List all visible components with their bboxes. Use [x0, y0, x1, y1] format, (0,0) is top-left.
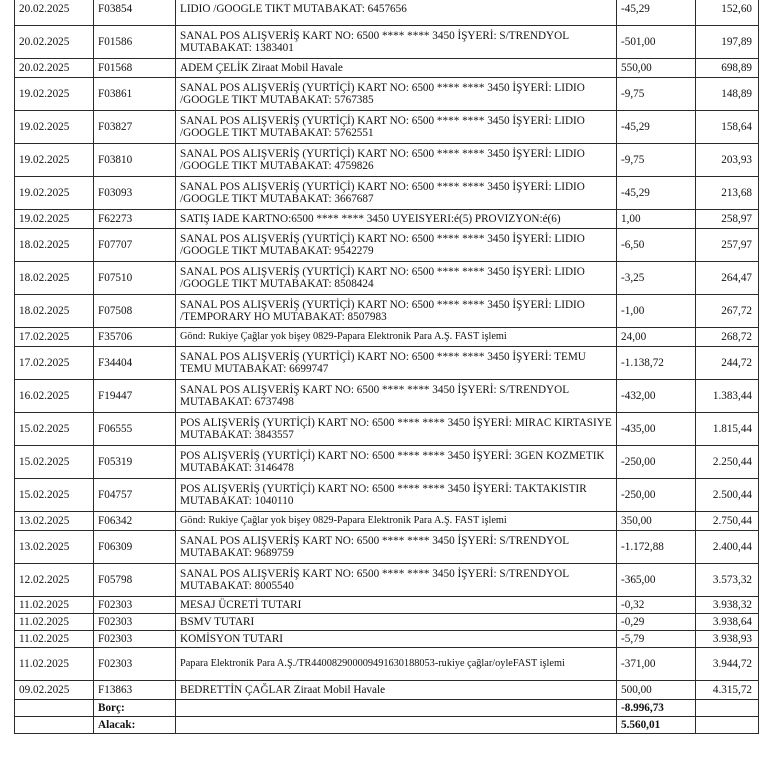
cell-amount: -501,00: [617, 26, 696, 59]
cell-code: F02303: [94, 597, 176, 614]
table-row: [15, 177, 759, 210]
cell-amount: -45,29: [617, 177, 696, 210]
cell-balance: 267,72: [696, 295, 759, 328]
credit-total-row: [15, 717, 759, 734]
cell-description: SANAL POS ALIŞVERİŞ (YURTİÇİ) KART NO: 6500 **** **** 3450 İŞYERİ: LIDIO /GOOGLE TIKT MUTABAKAT: 5767385: [176, 78, 617, 111]
cell-date: 13.02.2025: [15, 512, 94, 531]
cell-code: F07508: [94, 295, 176, 328]
cell-code: F01568: [94, 59, 176, 78]
cell-description: Gönd: Rukiye Çağlar yok bişey 0829-Papara Elektronik Para A.Ş. FAST işlemi: [176, 328, 617, 347]
cell-date: 13.02.2025: [15, 531, 94, 564]
cell-amount: -435,00: [617, 413, 696, 446]
cell-balance: 2.750,44: [696, 512, 759, 531]
cell-date: 15.02.2025: [15, 479, 94, 512]
cell-description: SANAL POS ALIŞVERİŞ (YURTİÇİ) KART NO: 6500 **** **** 3450 İŞYERİ: TEMU TEMU MUTABAKAT: 6699747: [176, 347, 617, 380]
table-row: [15, 59, 759, 78]
cell-date: 19.02.2025: [15, 144, 94, 177]
cell-empty: [696, 717, 759, 734]
cell-amount: -45,29: [617, 111, 696, 144]
table-row: [15, 0, 759, 26]
cell-description: SANAL POS ALIŞVERİŞ (YURTİÇİ) KART NO: 6500 **** **** 3450 İŞYERİ: LIDIO /GOOGLE TIKT MUTABAKAT: 4759826: [176, 144, 617, 177]
cell-amount: -0,29: [617, 614, 696, 631]
cell-balance: 257,97: [696, 229, 759, 262]
table-row: [15, 210, 759, 229]
cell-description: SANAL POS ALIŞVERİŞ KART NO: 6500 **** **** 3450 İŞYERİ: S/TRENDYOL MUTABAKAT: 6737498: [176, 380, 617, 413]
cell-description: SANAL POS ALIŞVERİŞ (YURTİÇİ) KART NO: 6500 **** **** 3450 İŞYERİ: LIDIO /GOOGLE TIKT MUTABAKAT: 3667687: [176, 177, 617, 210]
cell-date: 19.02.2025: [15, 177, 94, 210]
cell-description: ADEM ÇELİK Ziraat Mobil Havale: [176, 59, 617, 78]
cell-amount: 24,00: [617, 328, 696, 347]
cell-empty: [15, 700, 94, 717]
cell-amount: -9,75: [617, 144, 696, 177]
cell-balance: 2.400,44: [696, 531, 759, 564]
cell-date: 15.02.2025: [15, 413, 94, 446]
cell-code: F03861: [94, 78, 176, 111]
table-row: [15, 597, 759, 614]
cell-description: POS ALIŞVERİŞ (YURTİÇİ) KART NO: 6500 **** **** 3450 İŞYERİ: 3GEN KOZMETIK MUTABAKAT: 3146478: [176, 446, 617, 479]
table-row: [15, 26, 759, 59]
debit-total-label: Borç:: [94, 700, 176, 717]
cell-balance: 213,68: [696, 177, 759, 210]
cell-amount: 1,00: [617, 210, 696, 229]
cell-date: 18.02.2025: [15, 229, 94, 262]
cell-description: LIDIO /GOOGLE TIKT MUTABAKAT: 6457656: [176, 0, 617, 26]
cell-description: SANAL POS ALIŞVERİŞ (YURTİÇİ) KART NO: 6500 **** **** 3450 İŞYERİ: LIDIO /GOOGLE TIKT MUTABAKAT: 8508424: [176, 262, 617, 295]
cell-description: POS ALIŞVERİŞ (YURTİÇİ) KART NO: 6500 **** **** 3450 İŞYERİ: TAKTAKISTIR MUTABAKAT: 1040110: [176, 479, 617, 512]
table-row: [15, 531, 759, 564]
cell-empty: [176, 700, 617, 717]
cell-code: F03093: [94, 177, 176, 210]
cell-amount: -365,00: [617, 564, 696, 597]
cell-amount: -432,00: [617, 380, 696, 413]
table-row: [15, 380, 759, 413]
table-row: [15, 648, 759, 681]
cell-date: 12.02.2025: [15, 564, 94, 597]
cell-date: 11.02.2025: [15, 648, 94, 681]
cell-balance: 244,72: [696, 347, 759, 380]
cell-amount: -6,50: [617, 229, 696, 262]
table-row: [15, 614, 759, 631]
cell-date: 19.02.2025: [15, 210, 94, 229]
cell-amount: -1,00: [617, 295, 696, 328]
cell-description: SANAL POS ALIŞVERİŞ (YURTİÇİ) KART NO: 6500 **** **** 3450 İŞYERİ: LIDIO /GOOGLE TIKT MUTABAKAT: 9542279: [176, 229, 617, 262]
table-row: [15, 78, 759, 111]
cell-description: KOMİSYON TUTARI: [176, 631, 617, 648]
table-row: [15, 564, 759, 597]
cell-balance: 1.383,44: [696, 380, 759, 413]
cell-description: MESAJ ÜCRETİ TUTARI: [176, 597, 617, 614]
table-row: [15, 479, 759, 512]
cell-amount: 550,00: [617, 59, 696, 78]
cell-date: 18.02.2025: [15, 295, 94, 328]
cell-code: F02303: [94, 614, 176, 631]
cell-code: F34404: [94, 347, 176, 380]
transactions-body: [15, 0, 759, 734]
cell-amount: -0,32: [617, 597, 696, 614]
cell-code: F06342: [94, 512, 176, 531]
table-row: [15, 681, 759, 700]
cell-description: SANAL POS ALIŞVERİŞ KART NO: 6500 **** **** 3450 İŞYERİ: S/TRENDYOL MUTABAKAT: 8005540: [176, 564, 617, 597]
statement-sheet: [14, 0, 752, 734]
cell-code: F03854: [94, 0, 176, 26]
cell-date: 16.02.2025: [15, 380, 94, 413]
table-row: [15, 512, 759, 531]
cell-code: F05798: [94, 564, 176, 597]
cell-balance: 3.573,32: [696, 564, 759, 597]
cell-code: F06555: [94, 413, 176, 446]
cell-amount: -45,29: [617, 0, 696, 26]
cell-date: 17.02.2025: [15, 347, 94, 380]
cell-code: F06309: [94, 531, 176, 564]
transactions-table: [14, 0, 759, 734]
cell-code: F35706: [94, 328, 176, 347]
table-row: [15, 144, 759, 177]
cell-amount: -9,75: [617, 78, 696, 111]
table-row: [15, 262, 759, 295]
cell-balance: 264,47: [696, 262, 759, 295]
cell-code: F03827: [94, 111, 176, 144]
cell-balance: 1.815,44: [696, 413, 759, 446]
cell-balance: 3.944,72: [696, 648, 759, 681]
cell-date: 11.02.2025: [15, 614, 94, 631]
cell-amount: -1.172,88: [617, 531, 696, 564]
cell-balance: 268,72: [696, 328, 759, 347]
cell-code: F13863: [94, 681, 176, 700]
cell-date: 20.02.2025: [15, 59, 94, 78]
cell-code: F01586: [94, 26, 176, 59]
cell-balance: 258,97: [696, 210, 759, 229]
table-row: [15, 229, 759, 262]
cell-code: F62273: [94, 210, 176, 229]
debit-total-value: -8.996,73: [617, 700, 696, 717]
cell-amount: -250,00: [617, 446, 696, 479]
cell-balance: 4.315,72: [696, 681, 759, 700]
cell-code: F04757: [94, 479, 176, 512]
cell-amount: -1.138,72: [617, 347, 696, 380]
cell-balance: 197,89: [696, 26, 759, 59]
cell-balance: 3.938,93: [696, 631, 759, 648]
cell-amount: -5,79: [617, 631, 696, 648]
cell-code: F02303: [94, 631, 176, 648]
cell-amount: 350,00: [617, 512, 696, 531]
cell-description: SANAL POS ALIŞVERİŞ KART NO: 6500 **** **** 3450 İŞYERİ: S/TRENDYOL MUTABAKAT: 1383401: [176, 26, 617, 59]
table-row: [15, 328, 759, 347]
cell-code: F07510: [94, 262, 176, 295]
cell-description: SANAL POS ALIŞVERİŞ (YURTİÇİ) KART NO: 6500 **** **** 3450 İŞYERİ: LIDIO /GOOGLE TIKT MUTABAKAT: 5762551: [176, 111, 617, 144]
cell-balance: 3.938,32: [696, 597, 759, 614]
cell-description: Gönd: Rukiye Çağlar yok bişey 0829-Papara Elektronik Para A.Ş. FAST işlemi: [176, 512, 617, 531]
cell-code: F02303: [94, 648, 176, 681]
table-row: [15, 111, 759, 144]
cell-code: F19447: [94, 380, 176, 413]
cell-description: SATIŞ IADE KARTNO:6500 **** **** 3450 UYEISYERI:é(5) PROVIZYON:é(6): [176, 210, 617, 229]
table-row: [15, 413, 759, 446]
cell-empty: [15, 717, 94, 734]
table-row: [15, 295, 759, 328]
cell-date: 09.02.2025: [15, 681, 94, 700]
cell-date: 20.02.2025: [15, 26, 94, 59]
cell-description: SANAL POS ALIŞVERİŞ KART NO: 6500 **** **** 3450 İŞYERİ: S/TRENDYOL MUTABAKAT: 9689759: [176, 531, 617, 564]
cell-description: POS ALIŞVERİŞ (YURTİÇİ) KART NO: 6500 **** **** 3450 İŞYERİ: MIRAC KIRTASIYE MUTABAKAT: 3843557: [176, 413, 617, 446]
cell-date: 15.02.2025: [15, 446, 94, 479]
cell-date: 19.02.2025: [15, 111, 94, 144]
cell-code: F05319: [94, 446, 176, 479]
cell-description: Papara Elektronik Para A.Ş./TR440082900009491630188053-rukiye çağlar/oyleFAST işlemi: [176, 648, 617, 681]
cell-date: 17.02.2025: [15, 328, 94, 347]
cell-date: 11.02.2025: [15, 597, 94, 614]
cell-description: BSMV TUTARI: [176, 614, 617, 631]
cell-balance: 203,93: [696, 144, 759, 177]
cell-balance: 158,64: [696, 111, 759, 144]
cell-date: 11.02.2025: [15, 631, 94, 648]
cell-amount: -371,00: [617, 648, 696, 681]
cell-empty: [696, 700, 759, 717]
table-row: [15, 446, 759, 479]
table-row: [15, 631, 759, 648]
cell-amount: -3,25: [617, 262, 696, 295]
table-row: [15, 347, 759, 380]
cell-date: 19.02.2025: [15, 78, 94, 111]
credit-total-label: Alacak:: [94, 717, 176, 734]
credit-total-value: 5.560,01: [617, 717, 696, 734]
cell-balance: 698,89: [696, 59, 759, 78]
cell-balance: 2.250,44: [696, 446, 759, 479]
cell-description: SANAL POS ALIŞVERİŞ (YURTİÇİ) KART NO: 6500 **** **** 3450 İŞYERİ: LIDIO /TEMPORARY HO MUTABAKAT: 8507983: [176, 295, 617, 328]
cell-description: BEDRETTİN ÇAĞLAR Ziraat Mobil Havale: [176, 681, 617, 700]
cell-balance: 3.938,64: [696, 614, 759, 631]
cell-date: 18.02.2025: [15, 262, 94, 295]
cell-amount: 500,00: [617, 681, 696, 700]
cell-balance: 2.500,44: [696, 479, 759, 512]
cell-code: F07707: [94, 229, 176, 262]
debit-total-row: [15, 700, 759, 717]
cell-amount: -250,00: [617, 479, 696, 512]
cell-empty: [176, 717, 617, 734]
cell-date: 20.02.2025: [15, 0, 94, 26]
cell-balance: 152,60: [696, 0, 759, 26]
cell-balance: 148,89: [696, 78, 759, 111]
cell-code: F03810: [94, 144, 176, 177]
